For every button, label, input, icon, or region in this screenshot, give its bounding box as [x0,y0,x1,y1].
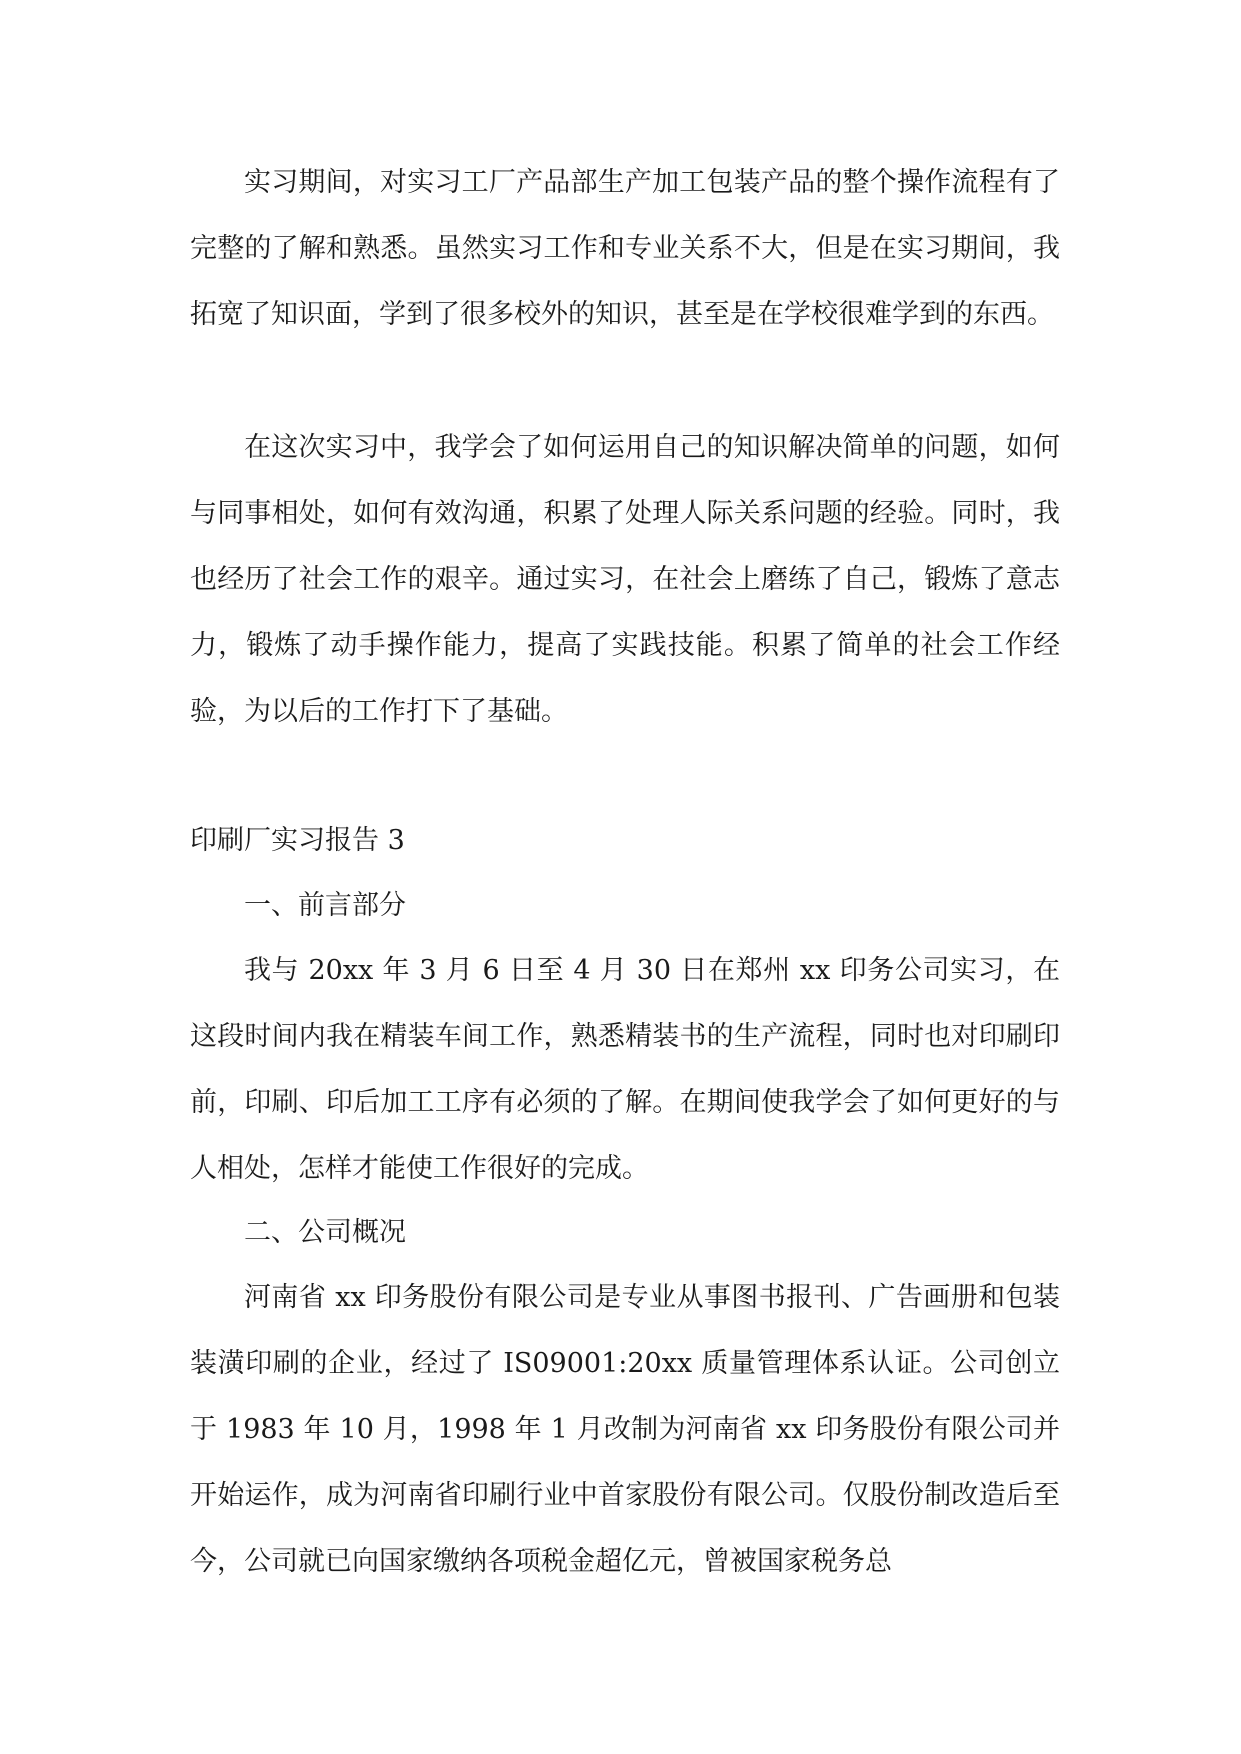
report-title: 印刷厂实习报告 3 [190,825,405,856]
paragraph-company-overview: 河南省 xx 印务股份有限公司是专业从事图书报刊、广告画册和包装装潢印刷的企业，经过了 IS09001:20xx 质量管理体系认证。公司创立于 1983 年 10 月，1998 年 1 月改制为河南省 xx 印务股份有限公司并开始运作，成为河南省印刷行业中首家股份有限公司。仅股份制改造后至今，公司就已向国家缴纳各项税金超亿元，曾被国家税务总 [190,1282,1060,1577]
paragraph-preface: 我与 20xx 年 3 月 6 日至 4 月 30 日在郑州 xx 印务公司实习，在这段时间内我在精装车间工作，熟悉精装书的生产流程，同时也对印刷印前，印刷、印后加工工序有必须的了解。在期间使我学会了如何更好的与人相处，怎样才能使工作很好的完成。 [190,955,1060,1184]
paragraph-internship-period: 实习期间，对实习工厂产品部生产加工包装产品的整个操作流程有了完整的了解和熟悉。虽然实习工作和专业关系不大，但是在实习期间，我拓宽了知识面，学到了很多校外的知识，甚至是在学校很难学到的东西。 [190,167,1060,330]
heading-preface: 一、前言部分 [244,890,406,921]
paragraph-lessons-learned: 在这次实习中，我学会了如何运用自己的知识解决简单的问题，如何与同事相处，如何有效沟通，积累了处理人际关系问题的经验。同时，我也经历了社会工作的艰辛。通过实习，在社会上磨练了自己，锻炼了意志力，锻炼了动手操作能力，提高了实践技能。积累了简单的社会工作经验，为以后的工作打下了基础。 [190,432,1060,727]
heading-company-overview: 二、公司概况 [244,1217,406,1248]
